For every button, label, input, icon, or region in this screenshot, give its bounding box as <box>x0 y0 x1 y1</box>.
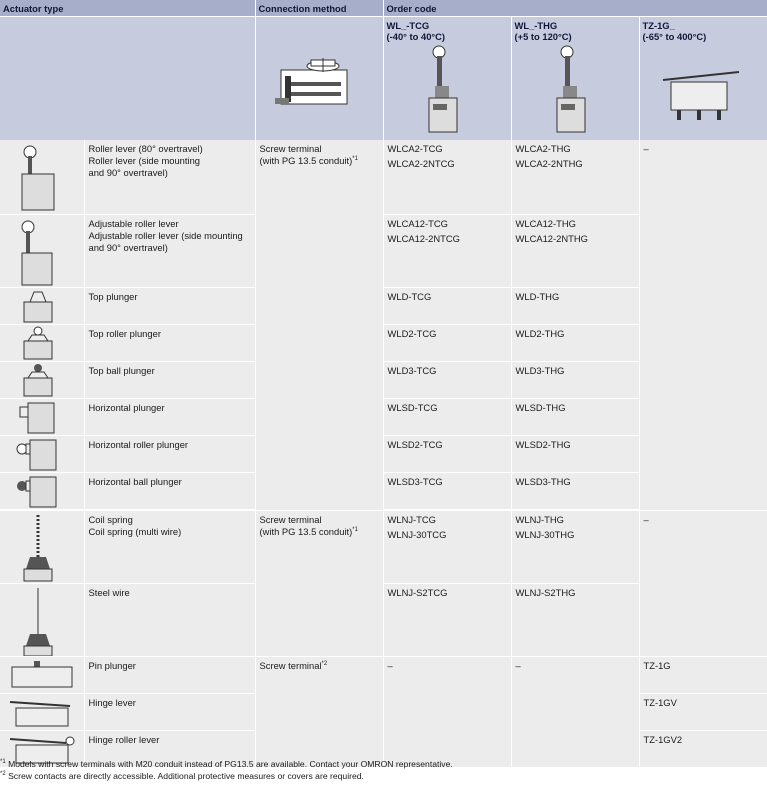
tcg-code: WLD2-TCG <box>383 325 511 362</box>
top-ball-plunger-image <box>0 362 84 399</box>
tcg-codes: WLCA12-TCG WLCA12-2NTCG <box>383 215 511 288</box>
col-tcg-header: WL_-TCG (-40° to 40°C) <box>383 16 511 140</box>
thg-codes: WLCA12-THG WLCA12-2NTHG <box>511 215 639 288</box>
roller-lever-icon <box>0 140 84 214</box>
thg-code: WLSD3-THG <box>511 473 639 510</box>
row-label: Top plunger <box>84 288 255 325</box>
row-label: Pin plunger <box>84 656 255 693</box>
horizontal-roller-plunger-image <box>0 436 84 473</box>
horizontal-ball-plunger-image <box>0 473 84 510</box>
steel-wire-image <box>0 583 84 656</box>
horizontal-plunger-icon <box>0 399 84 435</box>
connection-image-cell <box>255 16 383 140</box>
actuator-type-subheader <box>0 16 255 140</box>
thg-code: – <box>511 656 639 767</box>
limit-switch-roller-icon <box>387 42 487 138</box>
row-label: Horizontal ball plunger <box>84 473 255 510</box>
adjustable-roller-lever-icon <box>0 215 84 287</box>
thg-code: WLD3-THG <box>511 362 639 399</box>
steel-wire-icon <box>0 584 84 656</box>
row-label: Horizontal plunger <box>84 399 255 436</box>
microswitch-hinge-icon <box>643 42 753 132</box>
roller-lever-image <box>0 140 84 215</box>
row-label: Top ball plunger <box>84 362 255 399</box>
pin-plunger-icon <box>0 657 84 693</box>
top-plunger-image <box>0 288 84 325</box>
horizontal-roller-plunger-icon <box>0 436 84 472</box>
row-label: Hinge lever <box>84 693 255 730</box>
hinge-lever-image <box>0 693 84 730</box>
thg-code: WLNJ-S2THG <box>511 583 639 656</box>
hinge-lever-icon <box>0 694 84 730</box>
coil-spring-labels: Coil spring Coil spring (multi wire) <box>84 511 255 584</box>
tcg-code: WLD-TCG <box>383 288 511 325</box>
connection-screw-pg-2: Screw terminal (with PG 13.5 conduit)$^{*1}$ <box>255 511 383 657</box>
row-label: Top roller plunger <box>84 325 255 362</box>
connection-screw-only: Screw terminal$^{*2}$ <box>255 656 383 767</box>
coil-spring-image <box>0 511 84 584</box>
roller-lever-labels: Roller lever (80° overtravel) Roller lever (side mounting and 90° overtravel) <box>84 140 255 215</box>
adjustable-roller-lever-image <box>0 215 84 288</box>
row-label: Horizontal roller plunger <box>84 436 255 473</box>
top-roller-plunger-icon <box>0 325 84 361</box>
tz-code: TZ-1GV <box>639 693 767 730</box>
coil-spring-icon <box>0 511 84 583</box>
footnotes <box>0 758 767 782</box>
tcg-code: WLNJ-S2TCG <box>383 583 511 656</box>
tcg-codes: WLNJ-TCG WLNJ-30TCG <box>383 511 511 584</box>
tz-cell-1: – <box>639 140 767 510</box>
top-ball-plunger-icon <box>0 362 84 398</box>
tz-code: TZ-1GV2 <box>639 730 767 767</box>
row-label: Hinge roller lever <box>84 730 255 767</box>
tz-code: TZ-1G <box>639 656 767 693</box>
screw-terminal-icon <box>259 20 379 120</box>
tz-cell-2: – <box>639 511 767 657</box>
col-tz-header: TZ-1G_ (-65° to 400°C) <box>639 16 767 140</box>
tcg-code: WLD3-TCG <box>383 362 511 399</box>
footnote-1: $^{*1}$ Models with screw terminals with M20 conduit instead of PG13.5 are available. Contact your OMRON representative. <box>0 759 453 769</box>
limit-switch-roller-icon <box>515 42 615 138</box>
horizontal-plunger-image <box>0 399 84 436</box>
tcg-code: WLSD-TCG <box>383 399 511 436</box>
thg-code: WLD2-THG <box>511 325 639 362</box>
footnote-2: $^{*2}$ Screw contacts are directly accessible. Additional protective measures or covers are required. <box>0 771 364 781</box>
thg-code: WLD-THG <box>511 288 639 325</box>
connection-method-header: Connection method <box>255 0 383 16</box>
thg-codes: WLCA2-THG WLCA2-2NTHG <box>511 140 639 215</box>
connection-screw-pg-1: Screw terminal (with PG 13.5 conduit)$^{*1}$ <box>255 140 383 510</box>
tcg-code: WLSD3-TCG <box>383 473 511 510</box>
top-plunger-icon <box>0 288 84 324</box>
thg-code: WLSD2-THG <box>511 436 639 473</box>
thg-codes: WLNJ-THG WLNJ-30THG <box>511 511 639 584</box>
row-label: Steel wire <box>84 583 255 656</box>
col-thg-header: WL_-THG (+5 to 120°C) <box>511 16 639 140</box>
thg-code: WLSD-THG <box>511 399 639 436</box>
tcg-code: – <box>383 656 511 767</box>
top-roller-plunger-image <box>0 325 84 362</box>
order-code-header: Order code <box>383 0 767 16</box>
tcg-codes: WLCA2-TCG WLCA2-2NTCG <box>383 140 511 215</box>
tcg-code: WLSD2-TCG <box>383 436 511 473</box>
actuator-type-header: Actuator type <box>0 0 255 16</box>
horizontal-ball-plunger-icon <box>0 473 84 509</box>
pin-plunger-image <box>0 656 84 693</box>
adjustable-roller-labels: Adjustable roller lever Adjustable roller lever (side mounting and 90° overtravel) <box>84 215 255 288</box>
